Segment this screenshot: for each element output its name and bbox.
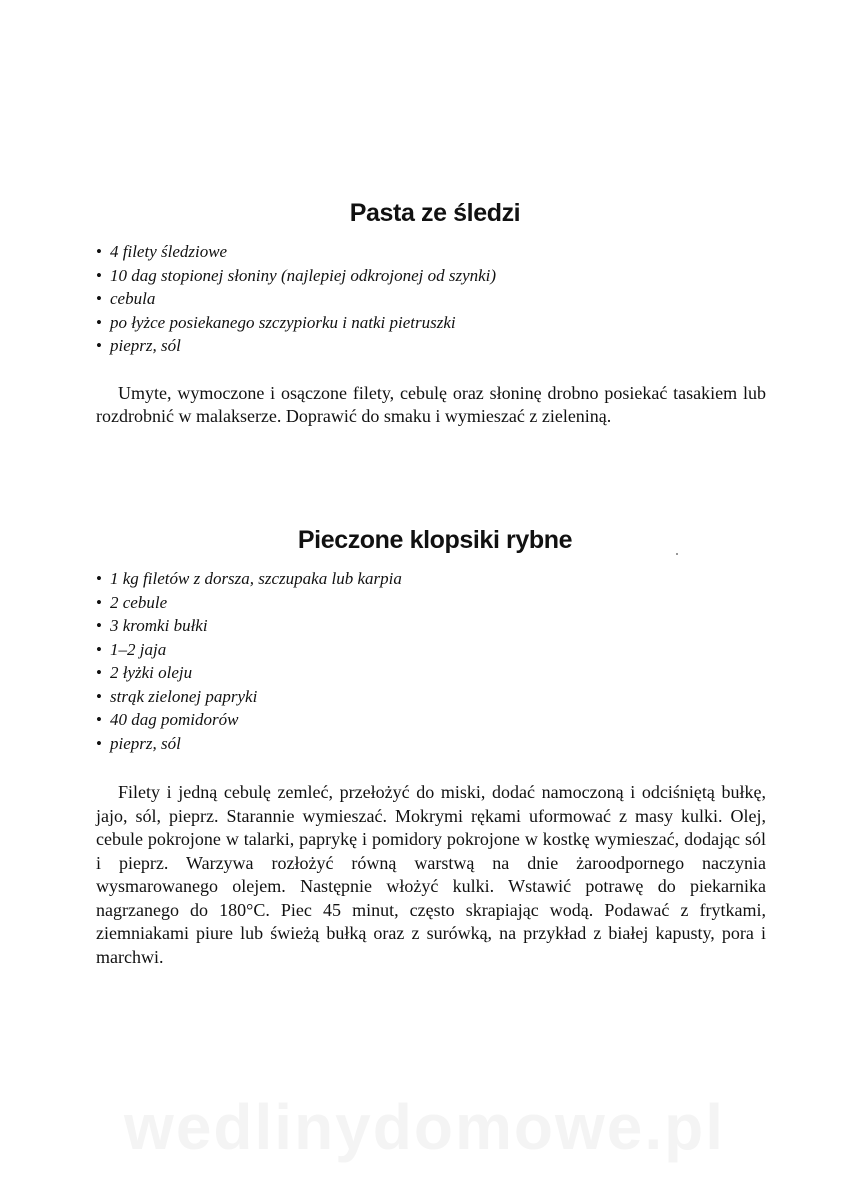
bullet-icon: • (96, 336, 102, 355)
ingredient-item (96, 240, 766, 264)
ingredient-item (96, 567, 766, 591)
ingredient-item (96, 591, 766, 615)
ingredient-item (96, 638, 766, 662)
bullet-icon: • (96, 663, 102, 682)
ingredient-text: 4 filety śledziowe (110, 242, 228, 261)
watermark: wedlinydomowe.pl (124, 1091, 725, 1163)
ingredient-text: 3 kromki bułki (110, 616, 208, 635)
ingredient-text: pieprz, sól (110, 733, 181, 753)
ingredient-list (96, 240, 766, 358)
ingredient-text: 2 cebule (110, 592, 168, 612)
ingredient-text: 1 kg filetów z dorsza, szczupaka lub karpia (110, 569, 402, 588)
bullet-icon: • (96, 616, 102, 635)
ingredient-item (96, 661, 766, 685)
ingredient-text: pieprz, sól (110, 336, 181, 355)
ingredient-text: cebula (110, 289, 156, 308)
ingredient-list (96, 567, 766, 755)
ingredient-text: 1–2 jaja (110, 639, 167, 659)
recipe-pieczone-klopsiki-rybne (96, 523, 766, 969)
bullet-icon: • (96, 592, 102, 612)
ingredient-text: po łyżce posiekanego szczypiorku i natki pietruszki (110, 312, 456, 332)
ingredient-item (96, 732, 766, 756)
recipe-pasta-ze-sledzi (96, 196, 766, 429)
ingredient-item (96, 287, 766, 311)
bullet-icon: • (96, 733, 102, 753)
ingredient-item (96, 708, 766, 732)
bullet-icon: • (96, 289, 102, 308)
ingredient-item (96, 311, 766, 335)
recipe-title: Pieczone klopsiki rybne (297, 526, 573, 554)
recipe-method: Filety i jedną cebulę zemleć, przełożyć do miski, dodać namoczoną i odciśniętą bułkę, jajo, sól, pieprz. Starannie wymieszać. Mokrymi rękami uformować z masy kulki. Olej, cebule pokrojone w talarki, paprykę i pomidory pokrojone w kostkę wymieszać, dodając sól i pieprz. Warzywa rozłożyć równą warstwą na dnie żaroodpornego naczynia wysmarowanego olejem. Następnie włożyć kulki. Wstawić potrawę do piekarnika nagrzanego do 180°C. Piec 45 minut, często skrapiając wodą. Podawać z frytkami, ziemniakami piure lub świeżą bułką oraz z surówką, na przykład z białej kapusty, pora i marchwi. (96, 782, 766, 967)
ingredient-text: 10 dag stopionej słoniny (najlepiej odkrojonej od szynki) (110, 265, 497, 285)
ingredient-item (96, 264, 766, 288)
bullet-icon: • (96, 710, 102, 729)
recipe-title: Pasta ze śledzi (349, 199, 521, 227)
ingredient-item (96, 334, 766, 358)
bullet-icon: • (96, 639, 102, 659)
ingredient-text: strąk zielonej papryki (110, 686, 258, 706)
bullet-icon: • (96, 686, 102, 706)
ingredient-item (96, 614, 766, 638)
bullet-icon: • (96, 265, 102, 285)
ingredient-text: 2 łyżki oleju (110, 663, 193, 682)
bullet-icon: • (96, 242, 102, 261)
bullet-icon: • (96, 312, 102, 332)
bullet-icon: • (96, 569, 102, 588)
scan-speck (676, 553, 678, 555)
recipe-method: Umyte, wymoczone i osączone filety, cebulę oraz słoninę drobno posiekać tasakiem lub rozdrobnić w malakserze. Doprawić do smaku i wymieszać z zieleniną. (96, 382, 766, 426)
ingredient-text: 40 dag pomidorów (110, 710, 239, 729)
ingredient-item (96, 685, 766, 709)
